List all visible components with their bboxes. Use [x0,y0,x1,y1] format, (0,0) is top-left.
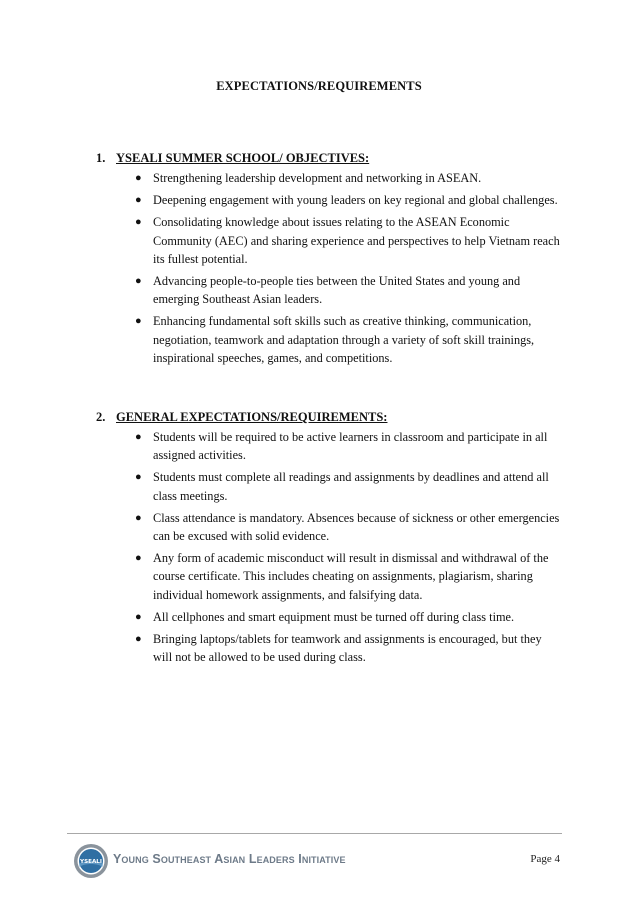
list-item-text: Any form of academic misconduct will result in dismissal and withdrawal of the course certificate. This includes cheating on assignments, plagiarism, sharing individual homework assignments, and falsifying data. [153,551,549,602]
bullet-icon: ● [135,172,142,184]
bullet-icon: ● [135,315,142,328]
list-item [96,549,566,604]
list-item-text: Students must complete all readings and assignments by deadlines and attend all class meetings. [153,470,549,503]
bullet-icon: ● [135,275,142,288]
list-item-text: Class attendance is mandatory. Absences because of sickness or other emergencies can be excused with solid evidence. [153,510,560,544]
footer-divider [67,833,562,834]
section-number: 1. [96,151,106,165]
section-general-expectations [96,410,566,670]
bullet-icon: ● [135,431,142,443]
logo-text: YSEALI [80,859,102,865]
bullet-icon: ● [135,552,142,565]
bullet-list [96,169,566,367]
list-item [96,169,566,187]
list-item [96,272,566,308]
section-number: 2. [96,410,106,424]
section-heading [96,151,566,166]
list-item [96,428,566,464]
yseali-logo-icon [73,843,109,879]
section-heading-text: YSEALI SUMMER SCHOOL/ OBJECTIVES: [116,151,370,165]
bullet-icon: ● [135,194,142,207]
list-item-text: Bringing laptops/tablets for teamwork and assignments is encouraged, but they will not be allowed to be used during class. [153,632,542,665]
list-item [96,608,566,626]
organization-name [113,852,346,866]
bullet-icon: ● [135,633,142,646]
list-item-text: All cellphones and smart equipment must be turned off during class time. [153,609,515,624]
list-item-text: Consolidating knowledge about issues relating to the ASEAN Economic Community (AEC) and sharing experience and perspectives to help Vietnam reach its fullest potential. [153,215,560,266]
list-item [96,509,566,545]
list-item [96,312,566,367]
section-heading-text: GENERAL EXPECTATIONS/REQUIREMENTS: [116,410,388,424]
list-item-text: Deepening engagement with young leaders on key regional and global challenges. [153,193,558,208]
page-number: Page 4 [530,853,560,865]
list-item-text: Students will be required to be active learners in classroom and participate in all assigned activities. [153,430,548,463]
bullet-icon: ● [135,216,142,229]
list-item [96,468,566,504]
bullet-icon: ● [135,511,142,524]
bullet-icon: ● [135,471,142,484]
list-item-text: Enhancing fundamental soft skills such as creative thinking, communication, negotiation, teamwork and adaptation through a variety of soft skill trainings, inspirational speeches, games, and competitions. [153,314,535,365]
list-item [96,213,566,268]
page-title: EXPECTATIONS/REQUIREMENTS [216,79,422,93]
section-heading [96,410,566,425]
list-item-text: Strengthening leadership development and networking in ASEAN. [153,171,482,185]
list-item-text: Advancing people-to-people ties between the United States and young and emerging Southeast Asian leaders. [153,274,521,307]
section-objectives [96,151,566,371]
list-item [96,630,566,666]
organization-name-text: Young Southeast Asian Leaders Initiative [113,852,346,866]
bullet-icon: ● [135,610,142,623]
bullet-list [96,428,566,666]
list-item [96,191,566,209]
